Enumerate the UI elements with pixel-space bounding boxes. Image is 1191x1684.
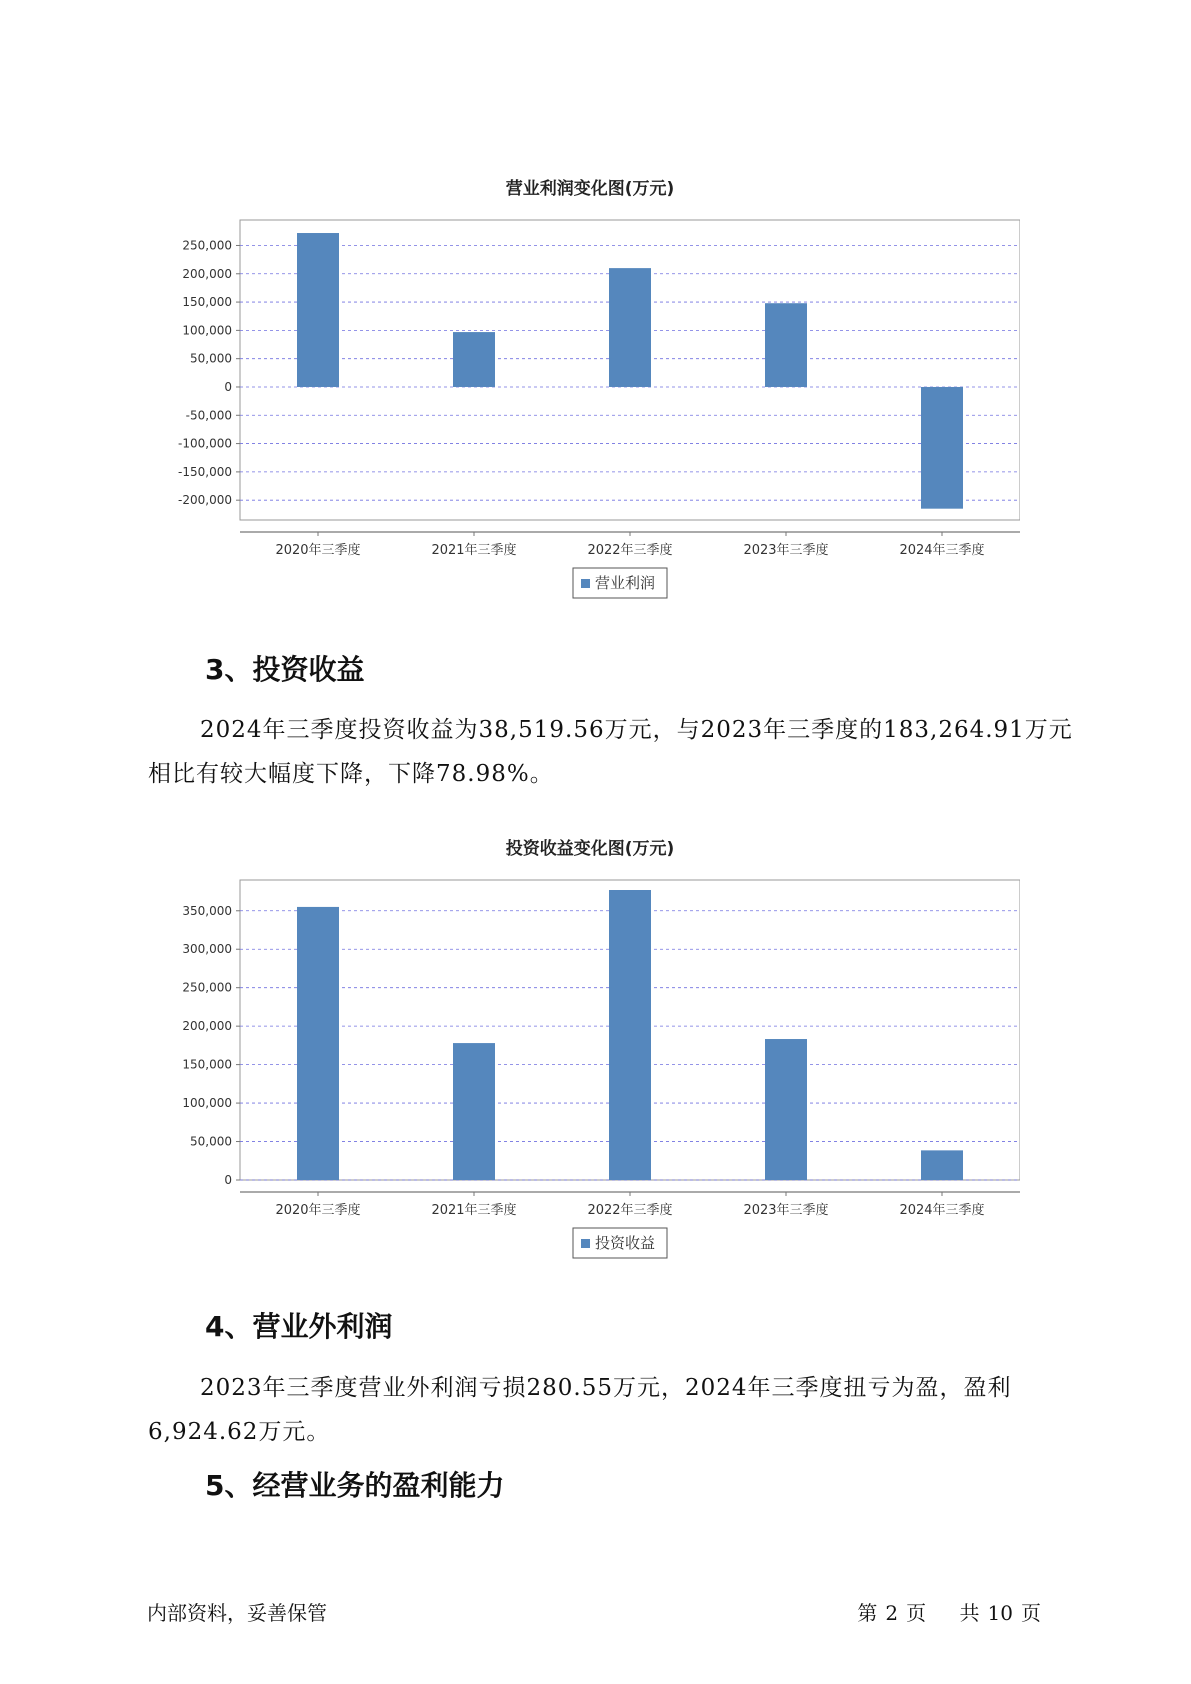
y-tick-label: -150,000 bbox=[178, 464, 232, 479]
x-tick-label: 2022年三季度 bbox=[587, 543, 673, 558]
bar bbox=[921, 1150, 963, 1180]
section-heading-operating-profitability: 5、经营业务的盈利能力 bbox=[205, 1469, 505, 1502]
x-tick-label: 2020年三季度 bbox=[275, 543, 361, 558]
page-prefix: 第 bbox=[857, 1601, 878, 1625]
x-tick-label: 2020年三季度 bbox=[275, 1203, 361, 1218]
chart-investment-income bbox=[160, 830, 1020, 1280]
page-suffix: 页 bbox=[906, 1601, 927, 1625]
legend-swatch bbox=[581, 1239, 590, 1248]
section-heading-investment-income: 3、投资收益 bbox=[205, 653, 365, 686]
bar bbox=[453, 332, 495, 387]
y-tick-label: 250,000 bbox=[182, 980, 232, 995]
y-tick-label: -50,000 bbox=[185, 408, 232, 423]
paragraph-investment-income: 2024年三季度投资收益为38,519.56万元，与2023年三季度的183,264.91万元相比有较大幅度下降，下降78.98%。 bbox=[148, 717, 1073, 787]
section-heading-non-operating-profit: 4、营业外利润 bbox=[205, 1310, 393, 1343]
chart-title: 营业利润变化图(万元) bbox=[505, 179, 675, 199]
y-tick-label: -200,000 bbox=[178, 493, 232, 508]
x-tick-label: 2023年三季度 bbox=[743, 543, 829, 558]
legend-label: 投资收益 bbox=[595, 1234, 656, 1252]
y-tick-label: 250,000 bbox=[182, 238, 232, 253]
y-tick-label: 0 bbox=[224, 379, 232, 394]
legend-label: 营业利润 bbox=[595, 574, 656, 592]
y-tick-label: 50,000 bbox=[190, 1134, 232, 1149]
y-tick-label: 50,000 bbox=[190, 351, 232, 366]
bar bbox=[297, 233, 339, 387]
footer-confidential-note: 内部资料，妥善保管 bbox=[147, 1601, 327, 1625]
chart-title: 投资收益变化图(万元) bbox=[505, 839, 675, 859]
x-tick-label: 2024年三季度 bbox=[899, 543, 985, 558]
total-pages: 10 bbox=[987, 1601, 1013, 1625]
footer-page-info bbox=[853, 1597, 1045, 1626]
legend-swatch bbox=[581, 579, 590, 588]
y-tick-label: 150,000 bbox=[182, 1057, 232, 1072]
y-tick-label: 200,000 bbox=[182, 266, 232, 281]
bar-chart-investment-income bbox=[160, 870, 1020, 1280]
bar bbox=[609, 268, 651, 387]
x-tick-label: 2022年三季度 bbox=[587, 1203, 673, 1218]
bar bbox=[765, 1039, 807, 1180]
total-suffix: 页 bbox=[1021, 1601, 1041, 1625]
y-tick-label: -100,000 bbox=[178, 436, 232, 451]
bar bbox=[453, 1043, 495, 1180]
total-prefix: 共 bbox=[959, 1601, 980, 1625]
y-tick-label: 100,000 bbox=[182, 323, 232, 338]
bar bbox=[921, 387, 963, 509]
x-tick-label: 2023年三季度 bbox=[743, 1203, 829, 1218]
y-tick-label: 0 bbox=[224, 1173, 232, 1187]
bar bbox=[609, 890, 651, 1180]
bar-chart-operating-profit bbox=[160, 210, 1020, 620]
chart-operating-profit bbox=[160, 170, 1020, 620]
bar bbox=[765, 303, 807, 387]
bar bbox=[297, 907, 339, 1180]
y-tick-label: 200,000 bbox=[182, 1019, 232, 1034]
x-tick-label: 2021年三季度 bbox=[431, 543, 517, 558]
x-tick-label: 2024年三季度 bbox=[899, 1203, 985, 1218]
x-tick-label: 2021年三季度 bbox=[431, 1203, 517, 1218]
y-tick-label: 300,000 bbox=[182, 942, 232, 957]
y-tick-label: 350,000 bbox=[182, 903, 232, 918]
paragraph-non-operating-profit: 2023年三季度营业外利润亏损280.55万元，2024年三季度扭亏为盈，盈利6,924.62万元。 bbox=[148, 1375, 1012, 1445]
page-number: 2 bbox=[885, 1601, 899, 1625]
y-tick-label: 150,000 bbox=[182, 295, 232, 310]
y-tick-label: 100,000 bbox=[182, 1096, 232, 1111]
